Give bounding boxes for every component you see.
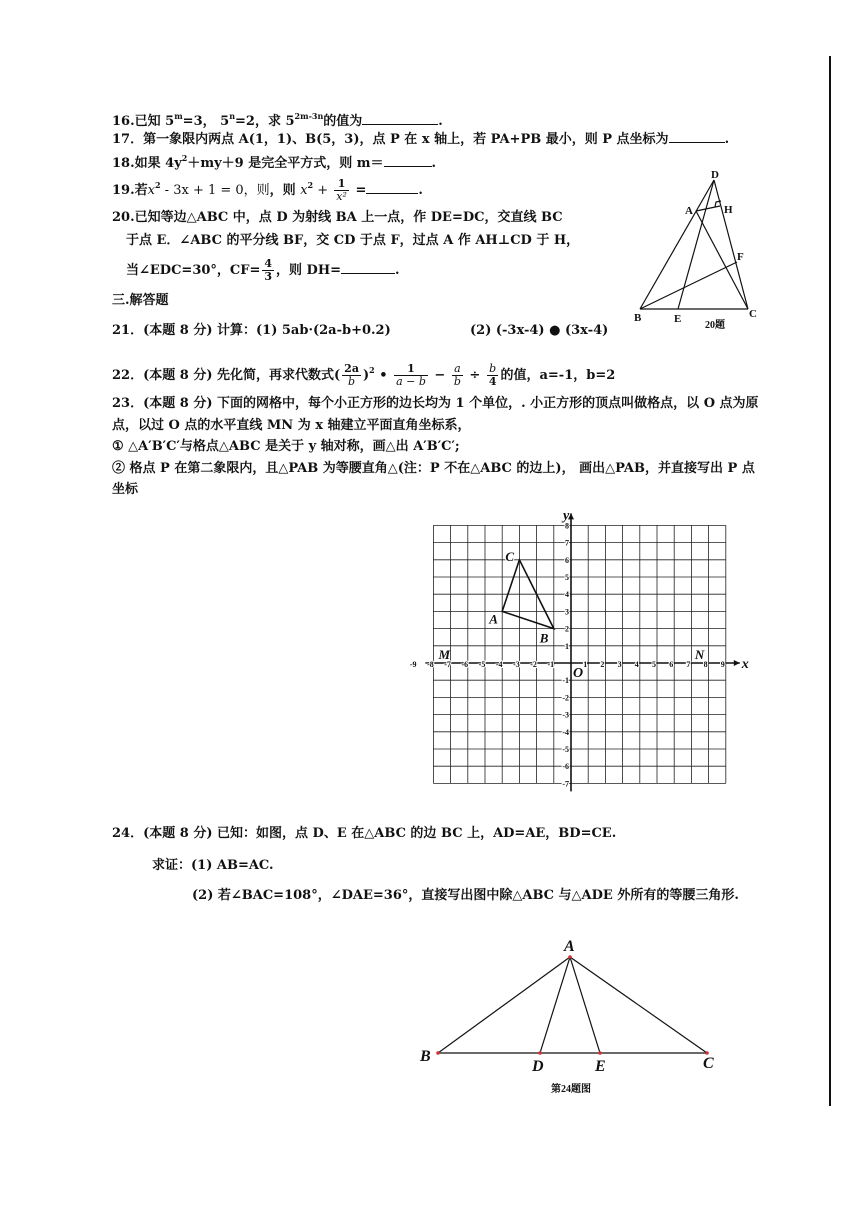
y-axis-label: y <box>563 508 570 524</box>
label-n: N <box>694 647 705 662</box>
answer-blank[interactable] <box>362 112 438 125</box>
fraction-denominator: b <box>453 375 461 388</box>
figure-caption: 20题 <box>705 320 725 331</box>
point-d <box>538 1051 542 1055</box>
figure-caption: 第24题图 <box>551 1084 591 1095</box>
segment-ad <box>540 957 570 1053</box>
x-axis-label: x <box>741 657 749 672</box>
q22-text: ) <box>362 368 370 383</box>
question-23-line2: 点，以过 O 点的水平直线 MN 为 x 轴建立平面直角坐标系， <box>112 418 471 433</box>
q16-text: 16.已知 5 <box>112 114 175 129</box>
x-tick-label: -9 <box>410 660 417 669</box>
answer-blank[interactable] <box>366 181 418 194</box>
question-23-line5: 坐标 <box>112 482 139 497</box>
x-tick-label: -5 <box>478 660 486 669</box>
fraction-denominator: x² <box>336 190 347 203</box>
segment-ac <box>570 957 707 1053</box>
q20-text: 当∠EDC=30°，CF= <box>126 263 261 278</box>
question-20-line1: 20.已知等边△ABC 中，点 D 为射线 BA 上一点，作 DE=DC，交直线 BC <box>112 210 563 225</box>
y-tick-label: 1 <box>565 641 569 651</box>
coordinate-grid <box>410 505 750 795</box>
q19-text: ，则 <box>269 183 301 198</box>
question-21: 21．(本题 8 分) 计算：(1) 5ab·(2a-b+0.2) <box>112 323 391 338</box>
q19-var: x <box>300 183 308 198</box>
label-h: H <box>724 204 733 216</box>
segment-ab <box>438 957 570 1053</box>
q18-text: ＋my＋9 是完全平方式，则 m＝ <box>187 156 384 171</box>
q22-fraction-4 <box>487 363 499 388</box>
answer-blank[interactable] <box>669 130 725 143</box>
figure-24 <box>410 935 730 1100</box>
question-23-line4: ② 格点 P 在第二象限内，且△PAB 为等腰直角△(注：P 不在△ABC 的边上)， 画出△PAB，并直接写出 P 点 <box>112 461 755 476</box>
label-b: B <box>634 312 642 324</box>
label-a: A <box>489 611 498 627</box>
y-tick-label: -5 <box>562 745 569 754</box>
label-c: C <box>505 548 515 564</box>
x-tick-label: 9 <box>720 660 725 669</box>
q18-period: . <box>431 156 437 171</box>
q22-fraction-1 <box>342 363 361 388</box>
q22-minus: − <box>429 368 450 383</box>
label-f: F <box>737 251 744 263</box>
x-tick-label: 2 <box>600 660 605 669</box>
label-e: E <box>595 1058 606 1075</box>
label-d: D <box>711 169 719 181</box>
figure-20 <box>625 168 765 338</box>
page-right-border <box>829 56 831 1106</box>
question-18 <box>112 150 436 172</box>
segment-de <box>678 180 714 309</box>
q16-text: =2，求 5 <box>235 114 295 129</box>
x-tick-label: 5 <box>652 660 656 669</box>
question-23-line3: ① △A′B′C′与格点△ABC 是关于 y 轴对称，画△出 A′B′C′; <box>112 439 460 454</box>
label-b: B <box>420 1048 431 1065</box>
y-tick-label: 2 <box>565 624 569 634</box>
y-tick-label: -2 <box>562 693 569 703</box>
q16-sup-n: n <box>229 111 236 121</box>
origin-label: O <box>573 666 584 681</box>
label-b: B <box>539 630 549 646</box>
q16-text: 的值为 <box>323 114 363 129</box>
question-17 <box>112 130 729 148</box>
q19-equation: - 3x + 1 = 0，则 <box>160 183 270 198</box>
q22-fraction-3 <box>452 363 463 388</box>
section-title: 三.解答题 <box>112 293 169 308</box>
y-tick-label: 6 <box>565 555 569 565</box>
q17-text: 17．第一象限内两点 A(1，1)、B(5，3)，点 P 在 x 轴上，若 PA+PB 最小，则 P 点坐标为 <box>112 132 669 147</box>
y-tick-label: -7 <box>562 779 569 789</box>
y-tick-label: 4 <box>565 590 569 600</box>
fraction-numerator: a <box>452 363 463 376</box>
fraction-numerator: 1 <box>334 178 349 191</box>
x-tick-label: 6 <box>669 660 674 669</box>
x-tick-label: -3 <box>513 660 520 669</box>
x-tick-label: -7 <box>444 660 451 669</box>
y-tick-label: -4 <box>562 727 569 737</box>
question-16 <box>112 108 443 130</box>
q22-sup: 2 <box>369 365 375 375</box>
fraction-numerator: b <box>487 363 499 376</box>
fraction-denominator: 4 <box>488 375 497 388</box>
q19-sup: 2 <box>154 180 161 190</box>
label-a: A <box>685 205 693 217</box>
segment-ae <box>570 957 600 1053</box>
x-axis-arrow <box>734 660 740 666</box>
x-tick-label: -4 <box>495 660 503 669</box>
q16-sup-m: m <box>174 111 183 121</box>
x-tick-label: -1 <box>547 660 555 669</box>
x-tick-label: -6 <box>461 660 469 669</box>
q20-period: . <box>395 263 400 278</box>
q19-equals: = <box>350 183 367 198</box>
q19-period: . <box>418 183 423 198</box>
y-tick-label: 5 <box>565 573 569 582</box>
point-e <box>598 1051 602 1055</box>
label-c: C <box>703 1055 714 1072</box>
question-24-line2: 求证：(1) AB=AC. <box>152 858 274 873</box>
q20-fraction <box>262 258 274 283</box>
label-e: E <box>674 313 682 325</box>
question-21-part2: (2) (-3x-4) ● (3x-4) <box>470 323 609 338</box>
q19-plus: + <box>313 183 333 198</box>
q22-fraction-2 <box>394 363 428 388</box>
q20-text: ，则 DH= <box>276 263 342 278</box>
x-tick-label: -2 <box>530 660 537 669</box>
fraction-denominator: b <box>348 375 356 388</box>
x-tick-label: 4 <box>634 660 639 669</box>
question-20-line3 <box>126 256 400 286</box>
segment-dc <box>714 180 748 309</box>
label-a: A <box>564 938 575 955</box>
y-tick-label: -1 <box>562 676 569 686</box>
y-tick-label: -3 <box>562 710 569 720</box>
q22-dot: • <box>374 368 393 383</box>
label-c: C <box>749 308 757 320</box>
q16-text: =3， 5 <box>182 114 230 129</box>
x-tick-label: 8 <box>703 660 708 669</box>
question-19 <box>112 172 423 204</box>
fraction-denominator: 3 <box>264 270 273 283</box>
q19-text: 19.若 <box>112 183 148 198</box>
y-tick-label: 7 <box>565 538 569 548</box>
label-d: D <box>532 1058 544 1075</box>
segment-ah <box>696 206 720 211</box>
question-24-line1: 24．(本题 8 分) 已知：如图，点 D、E 在△ABC 的边 BC 上，AD=AE，BD=CE. <box>112 826 617 841</box>
x-tick-label: -8 <box>427 660 434 669</box>
q19-fraction <box>334 178 349 203</box>
x-tick-label: 1 <box>583 660 588 669</box>
question-23-line1: 23．(本题 8 分) 下面的网格中，每个小正方形的边长均为 1 个单位，. 小正方形的顶点叫做格点，以 O 点为原 <box>112 396 759 411</box>
segment-bf <box>640 262 737 309</box>
point-b <box>436 1051 440 1055</box>
fraction-numerator: 1 <box>394 363 428 376</box>
q19-var: x <box>147 183 155 198</box>
question-20-line2: 于点 E．∠ABC 的平分线 BF，交 CD 于点 F，过点 A 作 AH⊥CD 于 H， <box>126 233 580 248</box>
q16-period: . <box>438 114 443 129</box>
y-tick-label: 8 <box>565 521 569 531</box>
q18-sup: 2 <box>181 153 188 163</box>
answer-blank[interactable] <box>384 154 432 167</box>
x-tick-label: 3 <box>617 660 622 669</box>
x-tick-label: 7 <box>686 660 691 669</box>
question-22 <box>112 354 615 392</box>
q22-text: 的值，a=-1，b=2 <box>500 368 616 383</box>
y-tick-label: -6 <box>562 762 569 772</box>
point-a <box>568 955 572 959</box>
fraction-denominator: a − b <box>396 375 426 388</box>
q19-sup: 2 <box>307 180 314 190</box>
label-m: M <box>438 647 451 662</box>
q16-exponent: 2m-3n <box>294 111 324 121</box>
q18-text: 18.如果 4y <box>112 156 182 171</box>
answer-blank[interactable] <box>341 261 395 274</box>
q17-period: . <box>724 132 730 147</box>
q22-text: 22．(本题 8 分) 先化简，再求代数式( <box>112 368 341 383</box>
q22-divide: ÷ <box>464 368 485 383</box>
segment-bd <box>640 180 714 309</box>
question-24-line3: (2) 若∠BAC=108°，∠DAE=36°，直接写出图中除△ABC 与△ADE 外所有的等腰三角形. <box>192 888 739 903</box>
fraction-numerator: 4 <box>264 257 273 270</box>
y-tick-label: 3 <box>565 607 569 617</box>
fraction-numerator: 2a <box>344 362 359 375</box>
